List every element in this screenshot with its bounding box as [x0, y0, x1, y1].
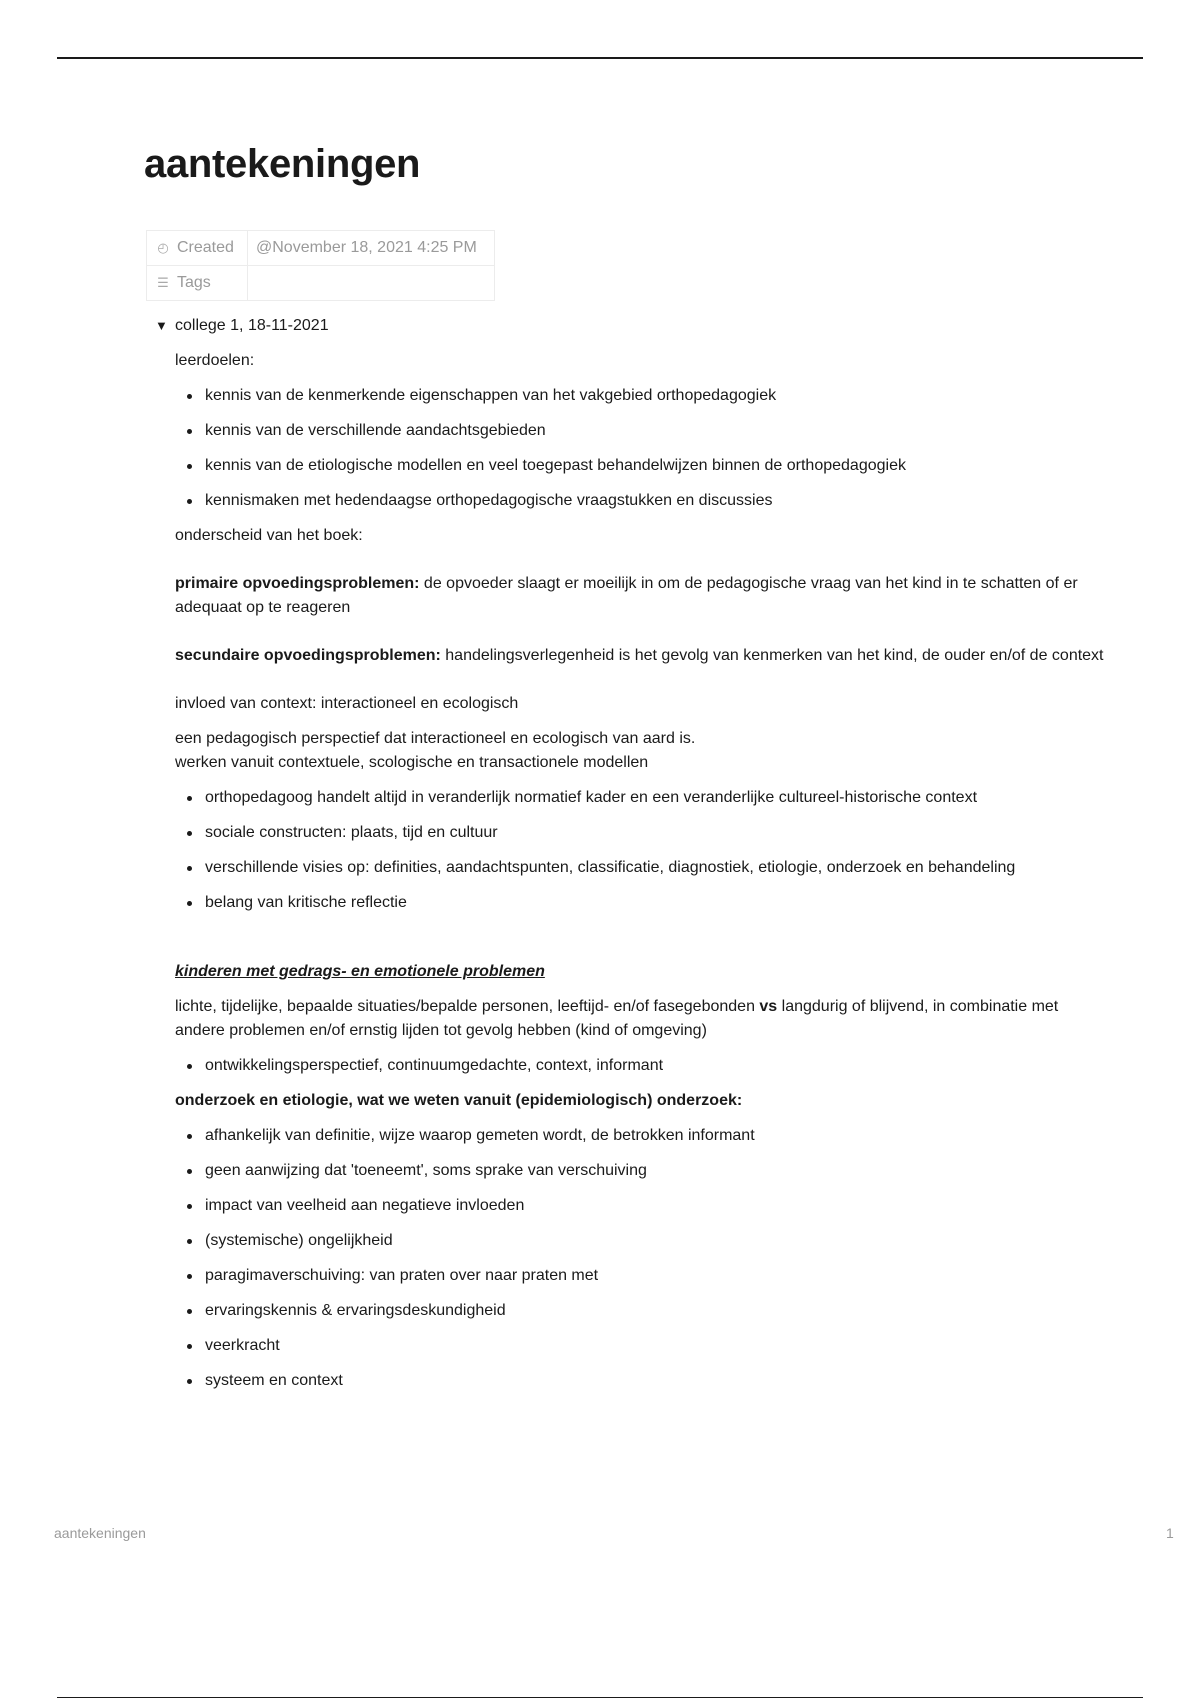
list-item: kennis van de kenmerkende eigenschappen van het vakgebied orthopedagogiek [175, 384, 1105, 408]
list-item: belang van kritische reflectie [175, 891, 1105, 915]
onderzoek-list [175, 1124, 1105, 1393]
property-value-tags[interactable] [248, 266, 495, 301]
toggle-body [175, 349, 1105, 1393]
property-row-tags [147, 266, 495, 301]
triangle-down-icon[interactable]: ▼ [155, 318, 168, 334]
list-item: kennismaken met hedendaagse orthopedagogische vraagstukken en discussies [175, 489, 1105, 513]
clock-icon: ◴ [157, 240, 169, 255]
primaire-text: de opvoeder slaagt er moeilijk in om de pedagogische vraag van het kind in te schatten of er adequaat op te reageren [175, 575, 1078, 616]
list-item: orthopedagoog handelt altijd in veranderlijk normatief kader en een veranderlijke cultureel-historische context [175, 786, 1105, 810]
secundaire-paragraph [175, 644, 1105, 668]
toggle-title: college 1, 18-11-2021 [175, 317, 329, 334]
list-item: sociale constructen: plaats, tijd en cultuur [175, 821, 1105, 845]
footer-title: aantekeningen [54, 1525, 146, 1541]
leerdoelen-list [175, 384, 1105, 513]
property-row-created [147, 231, 495, 266]
secundaire-label: secundaire opvoedingsproblemen: [175, 647, 441, 664]
list-item: ontwikkelingsperspectief, continuumgedachte, context, informant [175, 1054, 1105, 1078]
context-list [175, 786, 1105, 915]
kinderen-list [175, 1054, 1105, 1078]
perspectief-line-1: een pedagogisch perspectief dat interactioneel en ecologisch van aard is. [175, 730, 696, 747]
list-item: afhankelijk van definitie, wijze waarop gemeten wordt, de betrokken informant [175, 1124, 1105, 1148]
toggle-header[interactable] [155, 314, 1105, 338]
bottom-rule [57, 1697, 1143, 1698]
list-item: geen aanwijzing dat 'toeneemt', soms sprake van verschuiving [175, 1159, 1105, 1183]
perspectief-paragraph [175, 727, 1105, 775]
list-item: ervaringskennis & ervaringsdeskundigheid [175, 1299, 1105, 1323]
property-label: Tags [177, 274, 211, 291]
toggle-block [155, 314, 1105, 1393]
property-label: Created [177, 239, 234, 256]
list-item: kennis van de etiologische modellen en veel toegepast behandelwijzen binnen de orthopedagogiek [175, 454, 1105, 478]
list-item: impact van veelheid aan negatieve invloeden [175, 1194, 1105, 1218]
footer-page-number: 1 [1166, 1525, 1174, 1541]
onderscheid-text: onderscheid van het boek: [175, 527, 363, 544]
kinderen-heading: kinderen met gedrags- en emotionele problemen [175, 963, 545, 980]
perspectief-line-2: werken vanuit contextuele, scologische en transactionele modellen [175, 754, 649, 771]
list-item: verschillende visies op: definities, aandachtspunten, classificatie, diagnostiek, etiologie, onderzoek en behandeling [175, 856, 1105, 880]
page-title: aantekeningen [144, 142, 421, 186]
property-key-created [147, 231, 248, 266]
lichte-part-1: lichte, tijdelijke, bepaalde situaties/bepalde personen, leeftijd- en/of fasegebonden [175, 998, 760, 1015]
lichte-paragraph [175, 995, 1105, 1043]
list-item: systeem en context [175, 1369, 1105, 1393]
secundaire-text: handelingsverlegenheid is het gevolg van kenmerken van het kind, de ouder en/of de context [440, 647, 1104, 664]
property-value-created[interactable]: @November 18, 2021 4:25 PM [248, 231, 495, 266]
property-key-tags [147, 266, 248, 301]
list-icon: ☰ [157, 275, 169, 290]
invloed-text: invloed van context: interactioneel en ecologisch [175, 695, 519, 712]
properties-table [146, 230, 495, 301]
onderzoek-heading: onderzoek en etiologie, wat we weten vanuit (epidemiologisch) onderzoek: [175, 1092, 743, 1109]
list-item: (systemische) ongelijkheid [175, 1229, 1105, 1253]
list-item: kennis van de verschillende aandachtsgebieden [175, 419, 1105, 443]
leerdoelen-label: leerdoelen: [175, 352, 255, 369]
list-item: veerkracht [175, 1334, 1105, 1358]
primaire-paragraph [175, 572, 1105, 620]
lichte-part-2: langdurig of blijvend, in combinatie met andere problemen en/of ernstig lijden tot gevolg hebben (kind of omgeving) [175, 998, 1059, 1039]
primaire-label: primaire opvoedingsproblemen: [175, 575, 420, 592]
lichte-vs: vs [759, 998, 778, 1015]
list-item: paragimaverschuiving: van praten over naar praten met [175, 1264, 1105, 1288]
top-rule [57, 57, 1143, 59]
